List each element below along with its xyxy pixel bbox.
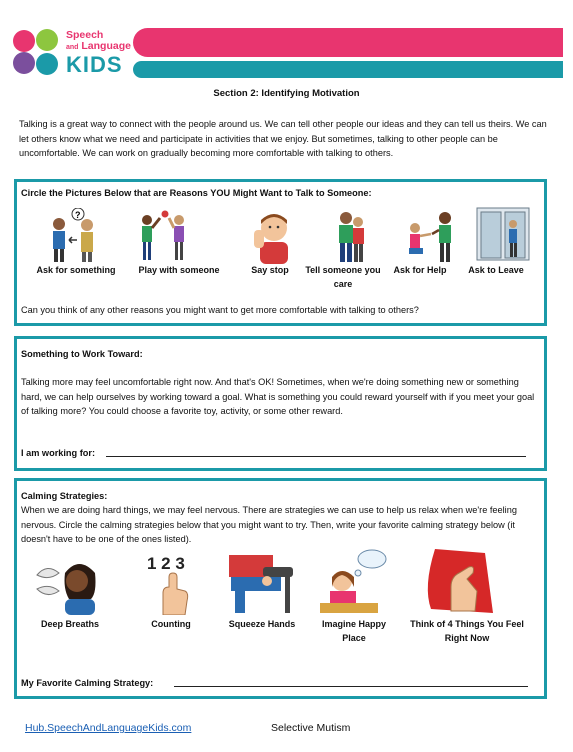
footer-link[interactable]: Hub.SpeechAndLanguageKids.com — [25, 722, 192, 734]
calming-label-counting: Counting — [151, 619, 191, 629]
reasons-question: Can you think of any other reasons you might want to get more comfortable with talking to others? — [21, 305, 419, 315]
calming-heading: Calming Strategies: — [21, 491, 108, 501]
favorite-strategy-label: My Favorite Calming Strategy: — [21, 678, 154, 688]
reason-label-play-with-someone: Play with someone — [138, 265, 220, 275]
logo-text — [66, 30, 131, 53]
svg-text:?: ? — [75, 210, 81, 220]
ask-to-leave-icon[interactable] — [473, 206, 533, 262]
imagine-happy-place-icon[interactable] — [320, 547, 390, 615]
work-toward-body: Talking more may feel uncomfortable right now. And that's OK! Sometimes, when we're doing something new or something hard, we can help ourselves by working toward a goal. What is something you could reward yourself with if you meet your goal of talking more? You could choose a favorite toy, activity, or some other reward. — [21, 377, 535, 416]
reasons-heading: Circle the Pictures Below that are Reasons YOU Might Want to Talk to Someone: — [21, 188, 372, 198]
logo-circles-icon — [10, 27, 66, 79]
work-toward-heading: Something to Work Toward: — [21, 349, 143, 359]
calming-label-deep-breaths: Deep Breaths — [40, 619, 100, 629]
counting-digits: 1 2 3 — [147, 554, 185, 573]
calming-body: When we are doing hard things, we may feel nervous. There are strategies we can use to help us relax when we're feeling nervous. Circle the calming strategies below that you might want to try. Then, write your favorite calming strategy below (it doesn't have to be one of the ones listed). — [21, 505, 517, 544]
calming-label-squeeze-hands: Squeeze Hands — [228, 619, 296, 629]
footer-title: Selective Mutism — [271, 722, 351, 734]
ask-for-help-icon[interactable] — [403, 208, 463, 264]
counting-icon[interactable] — [145, 553, 207, 615]
reason-label-ask-to-leave: Ask to Leave — [468, 265, 524, 275]
logo-kids: KIDS — [66, 52, 123, 77]
favorite-strategy-field[interactable] — [174, 686, 528, 687]
say-stop-icon[interactable] — [240, 208, 300, 264]
section-title: Section 2: Identifying Motivation — [213, 88, 360, 99]
think-of-4-things-icon[interactable] — [421, 547, 501, 615]
logo-and: and — [66, 44, 79, 51]
work-toward-box — [14, 336, 547, 471]
calming-label-think-of-4-things: Think of 4 Things You Feel Right Now — [410, 619, 524, 643]
reasons-box — [14, 179, 547, 326]
squeeze-hands-icon[interactable] — [227, 553, 297, 615]
deep-breaths-icon[interactable] — [33, 553, 103, 615]
reason-label-say-stop: Say stop — [251, 265, 289, 275]
reason-label-ask-for-help: Ask for Help — [393, 265, 447, 275]
reason-label-tell-someone-you-care: Tell someone you care — [305, 265, 381, 289]
working-for-label: I am working for: — [21, 448, 96, 458]
play-with-someone-icon[interactable] — [133, 208, 193, 264]
calming-box — [14, 478, 547, 699]
intro-paragraph: Talking is a great way to connect with the people around us. We can tell other people our ideas and they can tell us theirs. We can let others know what we need and participate in activities that we enjoy. But sometimes, talking to other people can be uncomfortable. We can work on gradually becoming more comfortable with talking to others. — [19, 119, 547, 159]
working-for-field[interactable] — [106, 456, 526, 457]
tell-someone-you-care-icon[interactable] — [322, 208, 382, 264]
header-teal-bar — [133, 61, 563, 78]
logo-line1: Speech — [66, 29, 104, 41]
calming-label-imagine-happy-place: Imagine Happy Place — [321, 619, 386, 643]
reason-label-ask-for-something: Ask for something — [36, 265, 116, 275]
logo-line2: Language — [81, 40, 131, 52]
header-pink-bar — [133, 28, 563, 57]
ask-for-something-icon[interactable] — [45, 208, 105, 264]
